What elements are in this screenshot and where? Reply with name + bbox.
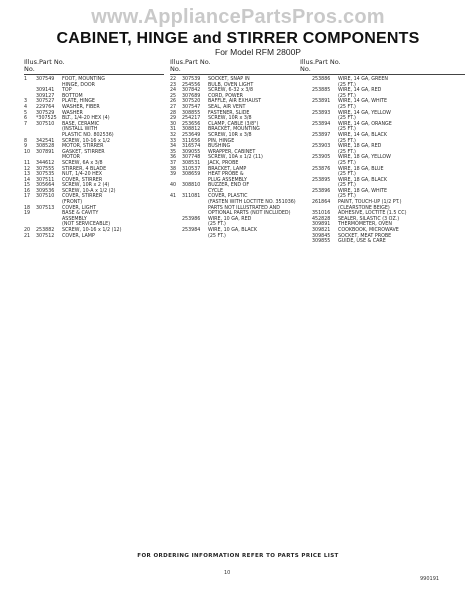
part-number: 253885 xyxy=(312,88,331,94)
part-number: 254556 xyxy=(182,82,201,88)
part-number: 307891 xyxy=(36,149,55,155)
parts-column-1 xyxy=(24,59,164,239)
part-description: SCREW, 10R x 3/8 xyxy=(208,116,252,122)
part-number: 253891 xyxy=(312,99,331,105)
part-description: (25 FT.) xyxy=(338,160,356,166)
part-description: JACK, PROBE xyxy=(208,160,239,166)
part-description: BRACKET, LAMP xyxy=(208,166,247,172)
illus-number: 3 xyxy=(24,99,28,105)
part-description: WIRE, 18 GA, BLUE xyxy=(338,166,384,172)
illus-number: 9 xyxy=(24,144,28,150)
part-description: (25 FT.) xyxy=(338,172,356,178)
illus-number: 10 xyxy=(24,149,31,155)
illus-number: 17 xyxy=(24,194,31,200)
part-number: 309141 xyxy=(36,88,55,94)
part-description: WIRE, 14 GA, ORANGE xyxy=(338,121,392,127)
part-number: 309127 xyxy=(36,93,55,99)
part-description: WIRE, 14 GA, YELLOW xyxy=(338,110,391,116)
part-number: 307748 xyxy=(182,155,201,161)
illus-number: 37 xyxy=(170,160,177,166)
illus-number: 1 xyxy=(24,77,28,82)
part-number: 342541 xyxy=(36,138,55,144)
part-number: 307539 xyxy=(182,77,201,82)
part-description: (NOT SERVICEABLE) xyxy=(62,222,111,228)
part-number: 311081 xyxy=(182,194,201,200)
part-number: 307511 xyxy=(36,177,55,183)
parts-column-2 xyxy=(170,59,310,239)
part-description: BOTTOM xyxy=(62,93,83,99)
part-number: 307555 xyxy=(36,166,55,172)
part-description: WIRE, 18 GA, WHITE xyxy=(338,188,387,194)
part-number: 253986 xyxy=(182,216,201,222)
part-number: 311656 xyxy=(182,138,201,144)
illus-number: 39 xyxy=(170,172,177,178)
ordering-footer: FOR ORDERING INFORMATION REFER TO PARTS PRICE LIST xyxy=(137,553,339,559)
illus-number: 19 xyxy=(24,211,31,217)
part-description: (FRONT) xyxy=(62,200,83,206)
part-description: (25 FT.) xyxy=(338,127,356,133)
part-description: WIRE, 14 GA, RED xyxy=(338,88,382,94)
part-number: 316574 xyxy=(182,144,201,150)
parts-rows xyxy=(24,77,164,239)
part-description: (INSTALL WITH xyxy=(62,127,98,133)
part-number: 253896 xyxy=(312,188,331,194)
part-description: (25 FT.) xyxy=(338,183,356,189)
part-description: COOKBOOK, MICROWAVE xyxy=(338,228,399,234)
part-description: PLATE, HINGE xyxy=(62,99,95,105)
part-row xyxy=(300,239,465,245)
part-description: WIRE, 10 GA, RED xyxy=(208,216,252,222)
illus-number: 18 xyxy=(24,205,31,211)
part-description: WASHER, FIBER xyxy=(62,104,100,110)
part-description: (25 FT.) xyxy=(338,82,356,88)
part-number: 307547 xyxy=(182,104,201,110)
part-description: SCREW, 6A x 3/8 xyxy=(62,160,103,166)
illus-number: 13 xyxy=(24,172,31,178)
illus-number: 36 xyxy=(170,155,177,161)
part-number: 309891 xyxy=(312,222,331,228)
part-number: 307520 xyxy=(182,99,201,105)
part-description: COVER, STIRRER xyxy=(62,177,103,183)
part-description: BASE & CAVITY xyxy=(62,211,99,217)
part-number: 307842 xyxy=(182,88,201,94)
part-number: 309055 xyxy=(182,149,201,155)
part-description: OPTIONAL PARTS (NOT INCLUDED) xyxy=(208,211,291,217)
part-number: 310537 xyxy=(182,166,201,172)
part-number: 261864 xyxy=(312,200,331,206)
part-number: 308528 xyxy=(36,144,55,150)
part-number: 307512 xyxy=(36,233,55,239)
part-number: 308531 xyxy=(182,160,201,166)
illus-number: 30 xyxy=(170,121,177,127)
part-description: WIRE, 10 GA, BLACK xyxy=(208,228,258,234)
part-number: 253886 xyxy=(312,77,331,82)
part-description: (25 FT.) xyxy=(338,93,356,99)
header-rule xyxy=(170,74,310,75)
part-description: WIRE, 14 GA, BLACK xyxy=(338,132,388,138)
illus-number: 31 xyxy=(170,127,177,133)
illus-number xyxy=(300,239,312,245)
part-description: PAINT, TOUCH-UP (1/2 PT.) xyxy=(338,200,402,206)
column-header xyxy=(170,59,310,73)
part-number: 344612 xyxy=(36,160,55,166)
part-description: BUSHING xyxy=(208,144,231,150)
part-number: 307510 xyxy=(36,121,55,127)
part-number: 309536 xyxy=(36,188,55,194)
part-number: 253984 xyxy=(182,228,201,234)
illus-number: 24 xyxy=(170,88,177,94)
illus-number: 12 xyxy=(24,166,31,172)
part-number: 253894 xyxy=(312,121,331,127)
part-description: COVER, STIRRER xyxy=(62,194,103,200)
part-description: CLAMP, CABLE (3/8") xyxy=(208,121,259,127)
part-description: MOTOR xyxy=(62,155,80,161)
header-rule xyxy=(300,74,465,75)
part-description: (25 FT.) xyxy=(338,194,356,200)
part-description: (25 FT.) xyxy=(338,138,356,144)
part-number: 308659 xyxy=(182,172,201,178)
part-number: 452828 xyxy=(312,216,331,222)
illus-number: 34 xyxy=(170,144,177,150)
part-number: 307529 xyxy=(36,110,55,116)
site-watermark: www.AppliancePartsPros.com xyxy=(91,6,385,28)
part-number: 253882 xyxy=(36,228,55,234)
illus-number: 27 xyxy=(170,104,177,110)
part-number: *307525 xyxy=(36,116,57,122)
column-header xyxy=(24,59,164,73)
part-no-header: Part No. xyxy=(39,58,65,66)
part-description: STIRRER, 4 BLADE xyxy=(62,166,107,172)
part-number: 351016 xyxy=(312,211,331,217)
illus-number: 23 xyxy=(170,82,177,88)
part-description: ASSEMBLY xyxy=(62,216,87,222)
part-description: SCREW, 10R x 3/8 xyxy=(208,132,252,138)
part-description: WIRE, 18 GA, RED xyxy=(338,144,382,150)
illus-number: 15 xyxy=(24,183,31,189)
page-number: 10 xyxy=(224,570,231,576)
illus-number: 25 xyxy=(170,93,177,99)
part-description: SCREW, 6-32 x 3/8 xyxy=(208,88,254,94)
part-description: PARTS NOT ILLUSTRATED AND xyxy=(208,205,280,211)
part-number: 253656 xyxy=(182,121,201,127)
column-header xyxy=(300,59,465,73)
part-no-header: Part No. xyxy=(315,58,341,66)
part-no-header: Part No. xyxy=(185,58,211,66)
part-number: 253905 xyxy=(312,155,331,161)
part-number xyxy=(182,234,208,240)
part-number: 308855 xyxy=(182,110,201,116)
part-number: 253893 xyxy=(312,110,331,116)
part-description: CORD, POWER xyxy=(208,93,243,99)
part-description: (25 FT.) xyxy=(208,233,226,239)
illus-number: 22 xyxy=(170,77,177,82)
part-number: 253649 xyxy=(182,132,201,138)
part-description: GASKET, STIRRER xyxy=(62,149,105,155)
illus-no-header: Illus. No. xyxy=(170,58,186,73)
illus-number: 33 xyxy=(170,138,177,144)
part-number: 309845 xyxy=(312,233,331,239)
part-number: 307535 xyxy=(36,172,55,178)
part-description: BULB, OVEN LIGHT xyxy=(208,82,254,88)
part-number: 307510 xyxy=(36,194,55,200)
part-description: BUZZER, END OF xyxy=(208,183,250,189)
illus-number: 35 xyxy=(170,149,177,155)
illus-no-header: Illus. No. xyxy=(24,58,40,73)
part-number: 305664 xyxy=(36,183,55,189)
part-number: 308810 xyxy=(182,183,201,189)
part-description: FOOT, MOUNTING xyxy=(62,77,105,82)
illus-number: 32 xyxy=(170,132,177,138)
illus-number xyxy=(170,234,182,240)
part-number: 307689 xyxy=(182,93,201,99)
part-description: SEALER, SILASTIC (3 OZ.) xyxy=(338,216,400,222)
part-description: HINGE, DOOR xyxy=(62,82,95,88)
page-title: CABINET, HINGE and STIRRER COMPONENTS xyxy=(56,30,420,47)
part-description: TOP xyxy=(62,88,72,94)
part-number: 309855 xyxy=(312,239,331,245)
part-number: 253895 xyxy=(312,177,331,183)
part-description: WIRE, 14 GA, WHITE xyxy=(338,99,387,105)
part-description: (25 FT.) xyxy=(338,116,356,122)
part-description: SCREW, 10-16 x 1/2 (12) xyxy=(62,228,122,234)
part-description: BRACKET, MOUNTING xyxy=(208,127,260,133)
part-number: 253876 xyxy=(312,166,331,172)
parts-rows xyxy=(300,77,465,245)
part-description: (25 FT.) xyxy=(338,149,356,155)
part-description: PLASTIC NO. 802536) xyxy=(62,132,114,138)
illus-number: 16 xyxy=(24,188,31,194)
part-number: 254217 xyxy=(182,116,201,122)
part-description: COVER, LIGHT xyxy=(62,205,97,211)
illus-number: 28 xyxy=(170,110,177,116)
illus-number: 41 xyxy=(170,194,177,200)
illus-number: 20 xyxy=(24,228,31,234)
document-code: 990191 xyxy=(420,576,440,582)
part-description: MOTOR, STIRRER xyxy=(62,144,104,150)
illus-number: 29 xyxy=(170,116,177,122)
part-row xyxy=(24,234,164,240)
part-description: THERMOMETER, OVEN xyxy=(338,222,392,228)
part-description: SOCKET, SNAP IN xyxy=(208,77,250,82)
part-description: PIN, HINGE xyxy=(208,138,235,144)
illus-number: 40 xyxy=(170,183,177,189)
illus-number: 11 xyxy=(24,160,31,166)
part-description: BAFFLE, AIR EXHAUST xyxy=(208,99,262,105)
part-description: SCREW, 10-16 x 1/2 xyxy=(62,138,111,144)
illus-number: 26 xyxy=(170,99,177,105)
part-number: 229764 xyxy=(36,104,55,110)
part-description: (25 FT.) xyxy=(208,222,226,228)
illus-number: 6 xyxy=(24,116,28,122)
part-description: WRAPPER, CABINET xyxy=(208,149,256,155)
illus-number: 21 xyxy=(24,233,31,239)
part-description: NUT, 1/4-20 HEX xyxy=(62,172,103,178)
part-description: ADHESIVE, LOCTITE (1.5 CC) xyxy=(338,211,407,217)
part-description: SOCKET, MEAT PROBE xyxy=(338,233,392,239)
parts-rows xyxy=(170,77,310,239)
parts-column-3 xyxy=(300,59,465,245)
part-description: BASE, CERAMIC xyxy=(62,121,100,127)
part-description: WIRE, 18 GA, BLACK xyxy=(338,177,388,183)
part-description: CYCLE xyxy=(208,188,223,194)
part-description: HEAT PROBE & xyxy=(208,172,244,178)
illus-number: 8 xyxy=(24,138,28,144)
part-description: WASHER xyxy=(62,110,83,116)
illus-number: 38 xyxy=(170,166,177,172)
illus-no-header: Illus. No. xyxy=(300,58,316,73)
part-description: SEAL, AIR VENT xyxy=(208,104,246,110)
part-description: GUIDE, USE & CARE xyxy=(338,239,386,245)
part-number: 253903 xyxy=(312,144,331,150)
illus-number: 5 xyxy=(24,110,28,116)
part-description: (25 FT.) xyxy=(338,104,356,110)
part-description: BLT., 1/4-20 HEX (4) xyxy=(62,116,110,122)
part-description: (FASTEN WITH LOCTITE NO. 351036) xyxy=(208,200,296,206)
part-description: WIRE, 18 GA, YELLOW xyxy=(338,155,391,161)
part-description: WIRE, 14 GA, GREEN xyxy=(338,77,388,82)
part-number: 307513 xyxy=(36,205,55,211)
part-number: 307549 xyxy=(36,77,55,82)
part-description: (CLEARSTONE BEIGE) xyxy=(338,205,390,211)
header-rule xyxy=(24,74,164,75)
part-description: SCREW, 10-A x 1/2 (2) xyxy=(62,188,116,194)
part-number: 253897 xyxy=(312,132,331,138)
part-description: COVER, PLASTIC xyxy=(208,194,248,200)
illus-number: 7 xyxy=(24,121,28,127)
part-number: 308812 xyxy=(182,127,201,133)
part-description: PLUG ASSEMBLY xyxy=(208,177,247,183)
page-subtitle: For Model RFM 2800P xyxy=(215,47,301,57)
part-description: FASTENER, SLIDE xyxy=(208,110,250,116)
part-row xyxy=(170,234,310,240)
part-description: SCREW, 10R x 2 (4) xyxy=(62,183,110,189)
illus-number: 4 xyxy=(24,104,28,110)
part-number: 307527 xyxy=(36,99,55,105)
illus-number: 14 xyxy=(24,177,31,183)
part-number: 309821 xyxy=(312,228,331,234)
part-description: COVER, LAMP xyxy=(62,233,95,239)
part-description: SCREW, 10A x 1/2 (11) xyxy=(208,155,263,161)
